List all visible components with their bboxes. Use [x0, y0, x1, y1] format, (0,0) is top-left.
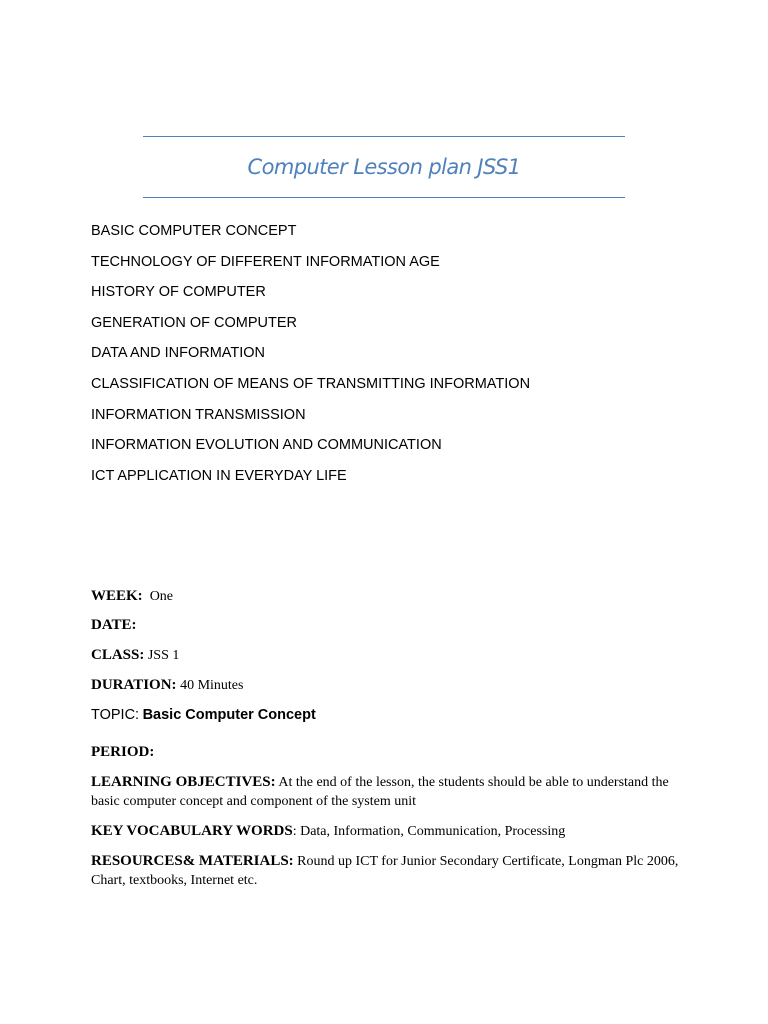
topic-item: INFORMATION EVOLUTION AND COMMUNICATION	[91, 437, 442, 454]
topic-item: CLASSIFICATION OF MEANS OF TRANSMITTING INFORMATION	[91, 375, 531, 392]
learning-objectives-field	[91, 773, 686, 811]
topic-field	[91, 706, 686, 725]
resources-label: RESOURCES& MATERIALS:	[91, 853, 294, 869]
date-field	[91, 616, 686, 635]
key-vocabulary-field	[91, 822, 686, 841]
topic-item: INFORMATION TRANSMISSION	[91, 406, 306, 423]
topic-item: TECHNOLOGY OF DIFFERENT INFORMATION AGE	[91, 253, 440, 270]
topic-item: ICT APPLICATION IN EVERYDAY LIFE	[91, 467, 347, 484]
duration-value: 40 Minutes	[180, 678, 244, 693]
key-vocabulary-value: : Data, Information, Communication, Processing	[292, 824, 566, 839]
class-field	[91, 646, 686, 665]
resources-value: Round up ICT for Junior Secondary Certificate, Longman Plc 2006, Chart, textbooks, Internet etc.	[91, 854, 679, 888]
topic-item: DATA AND INFORMATION	[91, 345, 266, 362]
duration-field	[91, 676, 686, 695]
week-label: WEEK:	[91, 588, 143, 604]
week-value: One	[149, 589, 174, 604]
week-field	[91, 587, 686, 606]
topic-label: TOPIC:	[91, 707, 140, 723]
learning-objectives-label: LEARNING OBJECTIVES:	[91, 774, 276, 790]
title-bottom-rule	[143, 197, 625, 198]
topic-value: Basic Computer Concept	[142, 707, 316, 723]
class-label: CLASS:	[91, 647, 145, 663]
learning-objectives-value: At the end of the lesson, the students should be able to understand the basic computer concept and component of the system unit	[91, 775, 669, 809]
date-label: DATE:	[91, 617, 137, 633]
title-top-rule	[143, 136, 625, 137]
topic-item: GENERATION OF COMPUTER	[91, 314, 297, 331]
class-value: JSS 1	[147, 648, 180, 663]
duration-label: DURATION:	[91, 677, 177, 693]
topic-item: HISTORY OF COMPUTER	[91, 284, 266, 301]
document-title: Computer Lesson plan JSS1	[247, 155, 521, 179]
period-label: PERIOD:	[91, 744, 155, 760]
topic-item: BASIC COMPUTER CONCEPT	[91, 223, 297, 239]
topic-list	[91, 221, 530, 496]
period-field	[91, 743, 686, 762]
key-vocabulary-label: KEY VOCABULARY WORDS	[91, 823, 293, 839]
resources-field	[91, 852, 686, 890]
